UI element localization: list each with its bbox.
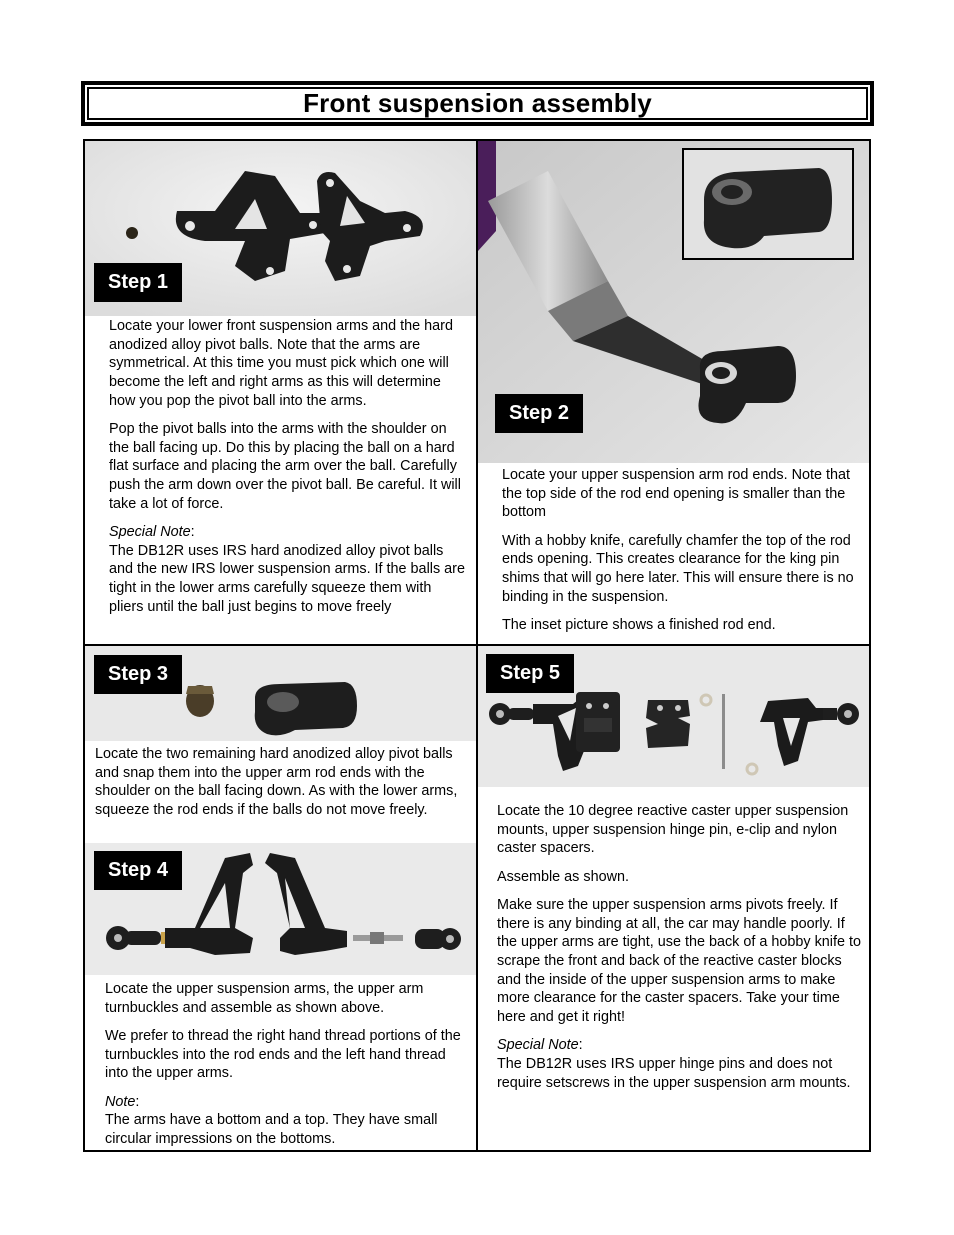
step-2-paragraph-1: Locate your upper suspension arm rod ends. Note that the top side of the rod end opening is smaller than the bottom: [502, 467, 850, 521]
step-3-label: Step 3: [94, 655, 182, 694]
title-box: [81, 81, 874, 126]
panel-step-5: [476, 644, 871, 1152]
step-2-paragraph-3: The inset picture shows a finished rod end.: [502, 616, 776, 633]
step-3-text: [95, 745, 473, 820]
step-5-label: Step 5: [486, 654, 574, 693]
step-4-text: [105, 980, 470, 1149]
step-1-special-note: Special Note: The DB12R uses IRS hard anodized alloy pivot balls and the new IRS lower suspension arms. If the balls are tight in the lower arms carefully squeeze them with pliers until the ball just begins to move freely: [109, 524, 465, 615]
special-note-text: The DB12R uses IRS hard anodized alloy pivot balls and the new IRS lower suspension arms. If the balls are tight in the lower arms carefully squeeze them with pliers until the ball just begins to move freely: [109, 542, 465, 615]
step-5-paragraph-2: Assemble as shown.: [497, 868, 629, 885]
step-4-note: Note: The arms have a bottom and a top. They have small circular impressions on the bottoms.: [105, 1093, 438, 1147]
step-2-text: [502, 466, 862, 635]
step-5-special-note: Special Note: The DB12R uses IRS upper hinge pins and does not require setscrews in the upper suspension arm mounts.: [497, 1037, 851, 1091]
step-5-paragraph-3: Make sure the upper suspension arms pivots freely. If there is any binding at all, the car may handle poorly. If the upper arms are tight, use the back of a hobby knife to scrape the front and back of the reactive caster blocks and the inside of the upper suspension arms to make more clearance for the caster spacers. Take your time here and get it right!: [497, 896, 861, 1026]
note-text: The arms have a bottom and a top. They have small circular impressions on the bottoms.: [105, 1112, 438, 1147]
page-title: Front suspension assembly: [303, 88, 652, 118]
panel-step-2: [476, 139, 871, 646]
special-note-label: Special Note: [109, 524, 191, 541]
panel-step-1: [83, 139, 478, 646]
step-4-label: Step 4: [94, 851, 182, 890]
step-1-label: Step 1: [94, 263, 182, 302]
step-5-text: [497, 802, 862, 1092]
step-3-paragraph-1: Locate the two remaining hard anodized alloy pivot balls and snap them into the upper arm rod ends with the shoulder on the ball facing down. As with the lower arms, squeeze the rod ends if the balls do not move freely.: [95, 746, 458, 819]
step-2-label: Step 2: [495, 394, 583, 433]
panel-step-3-4: [83, 644, 478, 1152]
inset-photo-finished-rod-end: [682, 148, 854, 260]
step-1-paragraph-2: Pop the pivot balls into the arms with the shoulder on the ball facing up. Do this by placing the ball on a hard flat surface and placing the arm over the ball. Carefully push the arm down over the pivot ball. Be careful. It will take a lot of force.: [109, 421, 461, 512]
step-1-paragraph-1: Locate your lower front suspension arms and the hard anodized alloy pivot balls. Note that the arms are symmetrical. At this time you must pick which one will become the left and right arms as this will determine how you pop the pivot ball into the arms.: [109, 318, 453, 409]
step-4-paragraph-2: We prefer to thread the right hand thread portions of the turnbuckles into the rod ends and the left hand thread into the upper arms.: [105, 1027, 461, 1082]
special-note-text: The DB12R uses IRS upper hinge pins and does not require setscrews in the upper suspension arm mounts.: [497, 1055, 851, 1091]
step-4-paragraph-1: Locate the upper suspension arms, the upper arm turnbuckles and assemble as shown above.: [105, 981, 424, 1016]
special-note-label: Special Note: [497, 1037, 579, 1054]
step-1-text: [109, 317, 469, 617]
step-2-paragraph-2: With a hobby knife, carefully chamfer the top of the rod ends opening. This creates clearance for the king pin shims that will go here later. This will ensure there is no binding in the suspension.: [502, 532, 854, 605]
step-5-paragraph-1: Locate the 10 degree reactive caster upper suspension mounts, upper suspension hinge pin, e-clip and nylon caster spacers.: [497, 803, 849, 857]
note-label: Note: [105, 1093, 136, 1110]
